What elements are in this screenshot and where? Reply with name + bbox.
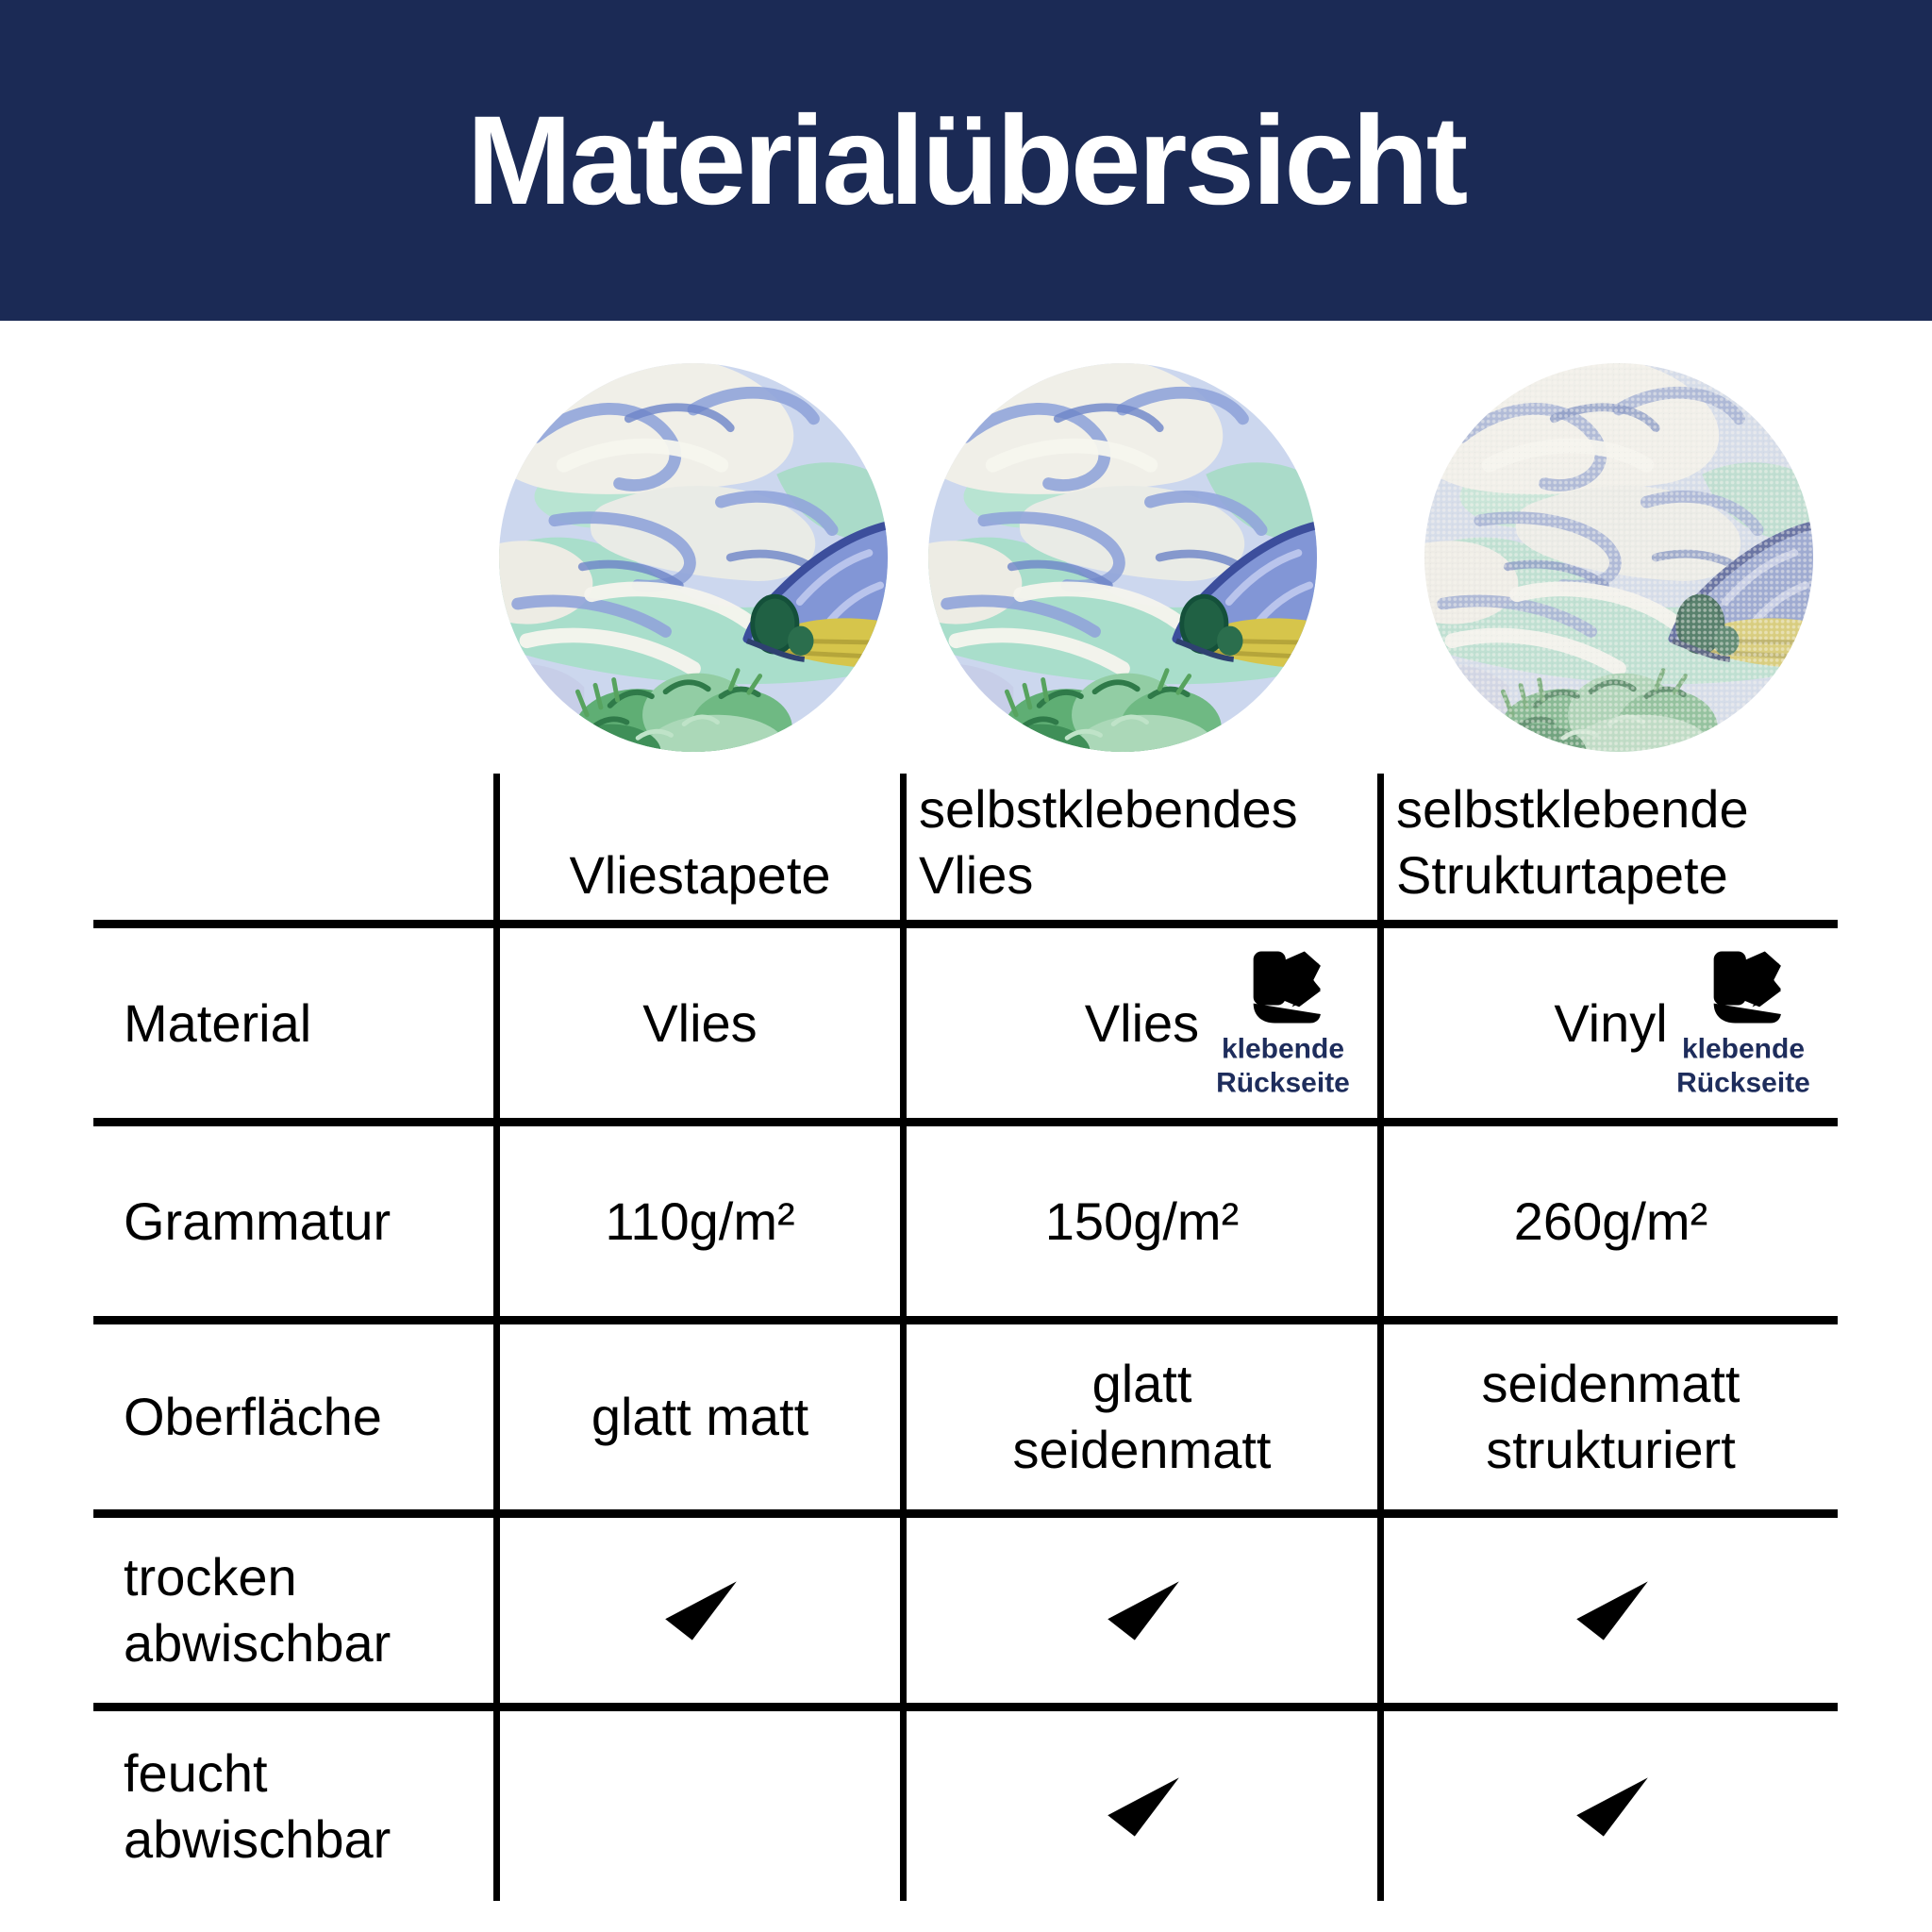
cell-material-vliestapete: Vlies xyxy=(493,920,900,1118)
column-header-strukturtapete xyxy=(1377,774,1838,920)
column-header-label: Vliestapete xyxy=(569,845,831,905)
cell-feucht-vliestapete xyxy=(493,1703,900,1901)
cell-oberflaeche-strukturtapete: seidenmatt strukturiert xyxy=(1377,1316,1838,1509)
column-header-vliestapete xyxy=(493,774,900,920)
column-header-label: selbstklebendes Vlies xyxy=(919,779,1298,905)
peel-sticker-icon xyxy=(1690,945,1797,1032)
cell-feucht-selbstklebendes-vlies xyxy=(900,1703,1377,1901)
cell-oberflaeche-selbstklebendes-vlies: glatt seidenmatt xyxy=(900,1316,1377,1509)
page-title: Materialübersicht xyxy=(466,90,1466,231)
row-label-oberflaeche: Oberfläche xyxy=(93,1316,493,1509)
cell-trocken-selbstklebendes-vlies xyxy=(900,1509,1377,1703)
adhesive-backing-badge xyxy=(1670,945,1817,1101)
row-label-material: Material xyxy=(93,920,493,1118)
title-banner xyxy=(0,0,1932,321)
cell-feucht-strukturtapete xyxy=(1377,1703,1838,1901)
cell-trocken-vliestapete xyxy=(493,1509,900,1703)
check-icon xyxy=(1567,1768,1656,1845)
adhesive-backing-label: klebende Rückseite xyxy=(1216,1032,1350,1099)
cell-material-strukturtapete: Vinyl klebende Rückseite xyxy=(1377,920,1838,1118)
cell-grammatur-vliestapete: 110g/m² xyxy=(493,1118,900,1316)
row-label-feucht-abwischbar: feucht abwischbar xyxy=(93,1703,493,1901)
cell-grammatur-strukturtapete: 260g/m² xyxy=(1377,1118,1838,1316)
cell-grammatur-selbstklebendes-vlies: 150g/m² xyxy=(900,1118,1377,1316)
table-corner-cell xyxy=(93,774,493,920)
wallpaper-preview-selbstklebendes-vlies xyxy=(928,363,1317,752)
check-icon xyxy=(1098,1572,1187,1649)
cell-material-selbstklebendes-vlies: Vlies klebende Rückseite xyxy=(900,920,1377,1118)
row-label-trocken-abwischbar: trocken abwischbar xyxy=(93,1509,493,1703)
adhesive-backing-badge xyxy=(1209,945,1357,1101)
wallpaper-preview-strukturtapete xyxy=(1424,363,1813,752)
material-comparison-table xyxy=(93,774,1838,1901)
column-header-label: selbstklebende Strukturtapete xyxy=(1396,779,1749,905)
column-header-selbstklebendes-vlies xyxy=(900,774,1377,920)
check-icon xyxy=(1567,1572,1656,1649)
wallpaper-preview-vliestapete xyxy=(499,363,888,752)
adhesive-backing-label: klebende Rückseite xyxy=(1676,1032,1810,1099)
cell-oberflaeche-vliestapete: glatt matt xyxy=(493,1316,900,1509)
row-label-grammatur: Grammatur xyxy=(93,1118,493,1316)
cell-trocken-strukturtapete xyxy=(1377,1509,1838,1703)
check-icon xyxy=(1098,1768,1187,1845)
peel-sticker-icon xyxy=(1229,945,1337,1032)
check-icon xyxy=(656,1572,744,1649)
